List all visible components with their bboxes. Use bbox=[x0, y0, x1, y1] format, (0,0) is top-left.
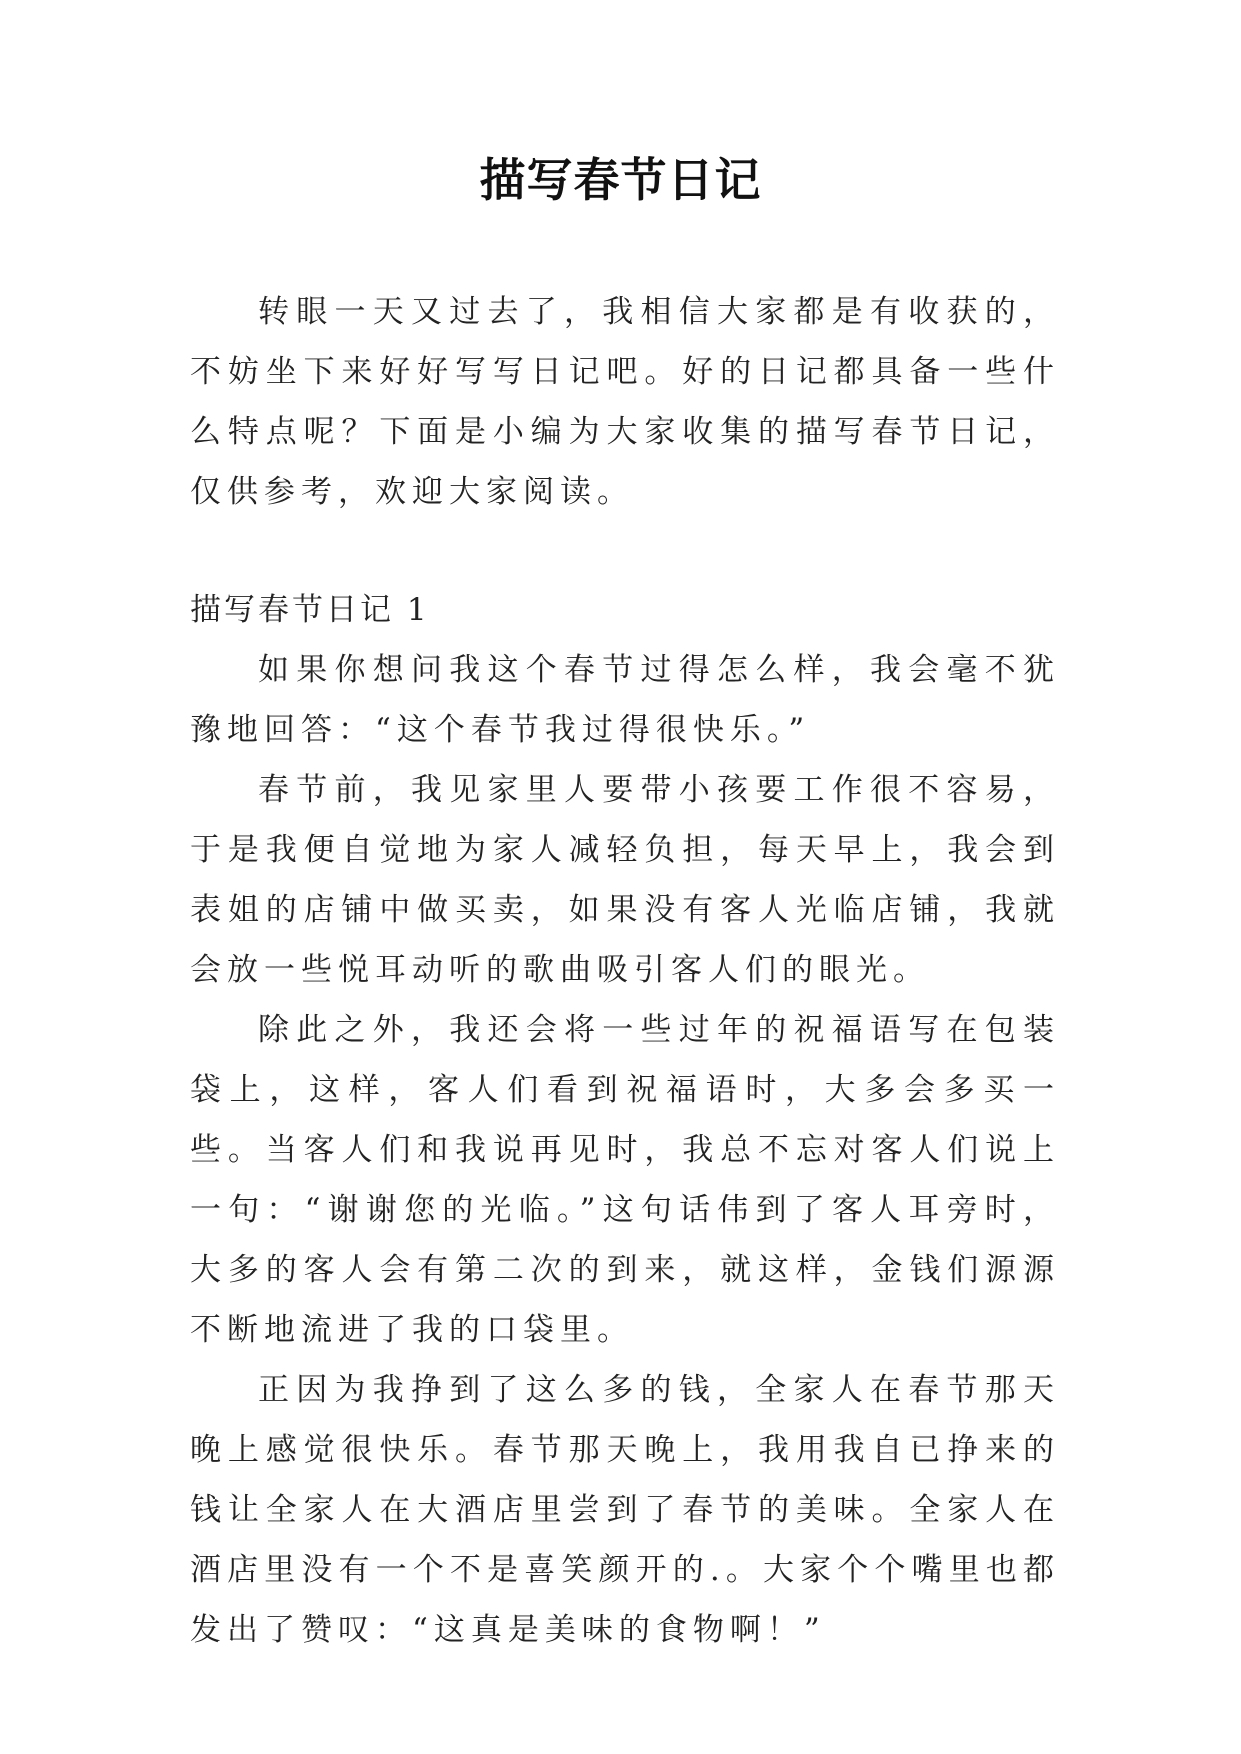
intro-block bbox=[190, 282, 1060, 522]
intro-paragraph: 转眼一天又过去了，我相信大家都是有收获的，不妨坐下来好好写写日记吧。好的日记都具备一些什么特点呢？下面是小编为大家收集的描写春节日记，仅供参考，欢迎大家阅读。 bbox=[190, 294, 1060, 510]
diary-section-1 bbox=[190, 580, 1060, 1660]
section-paragraph-3: 除此之外，我还会将一些过年的祝福语写在包装袋上，这样，客人们看到祝福语时，大多会多买一些。当客人们和我说再见时，我总不忘对客人们说上一句：“谢谢您的光临。”这句话伟到了客人耳旁时，大多的客人会有第二次的到来，就这样，金钱们源源不断地流进了我的口袋里。 bbox=[190, 1012, 1060, 1348]
section-paragraph-4: 正因为我挣到了这么多的钱，全家人在春节那天晚上感觉很快乐。春节那天晚上，我用我自已挣来的钱让全家人在大酒店里尝到了春节的美味。全家人在酒店里没有一个不是喜笑颜开的.。大家个个嘴里也都发出了赞叹：“这真是美味的食物啊！” bbox=[190, 1372, 1060, 1648]
document-title: 描写春节日记 bbox=[479, 153, 762, 207]
section-paragraph-2: 春节前，我见家里人要带小孩要工作很不容易，于是我便自觉地为家人减轻负担，每天早上，我会到表姐的店铺中做买卖，如果没有客人光临店铺，我就会放一些悦耳动听的歌曲吸引客人们的眼光。 bbox=[190, 772, 1060, 988]
section-heading: 描写春节日记 1 bbox=[190, 592, 430, 628]
section-paragraph-1: 如果你想问我这个春节过得怎么样，我会毫不犹豫地回答：“这个春节我过得很快乐。” bbox=[190, 652, 1060, 748]
